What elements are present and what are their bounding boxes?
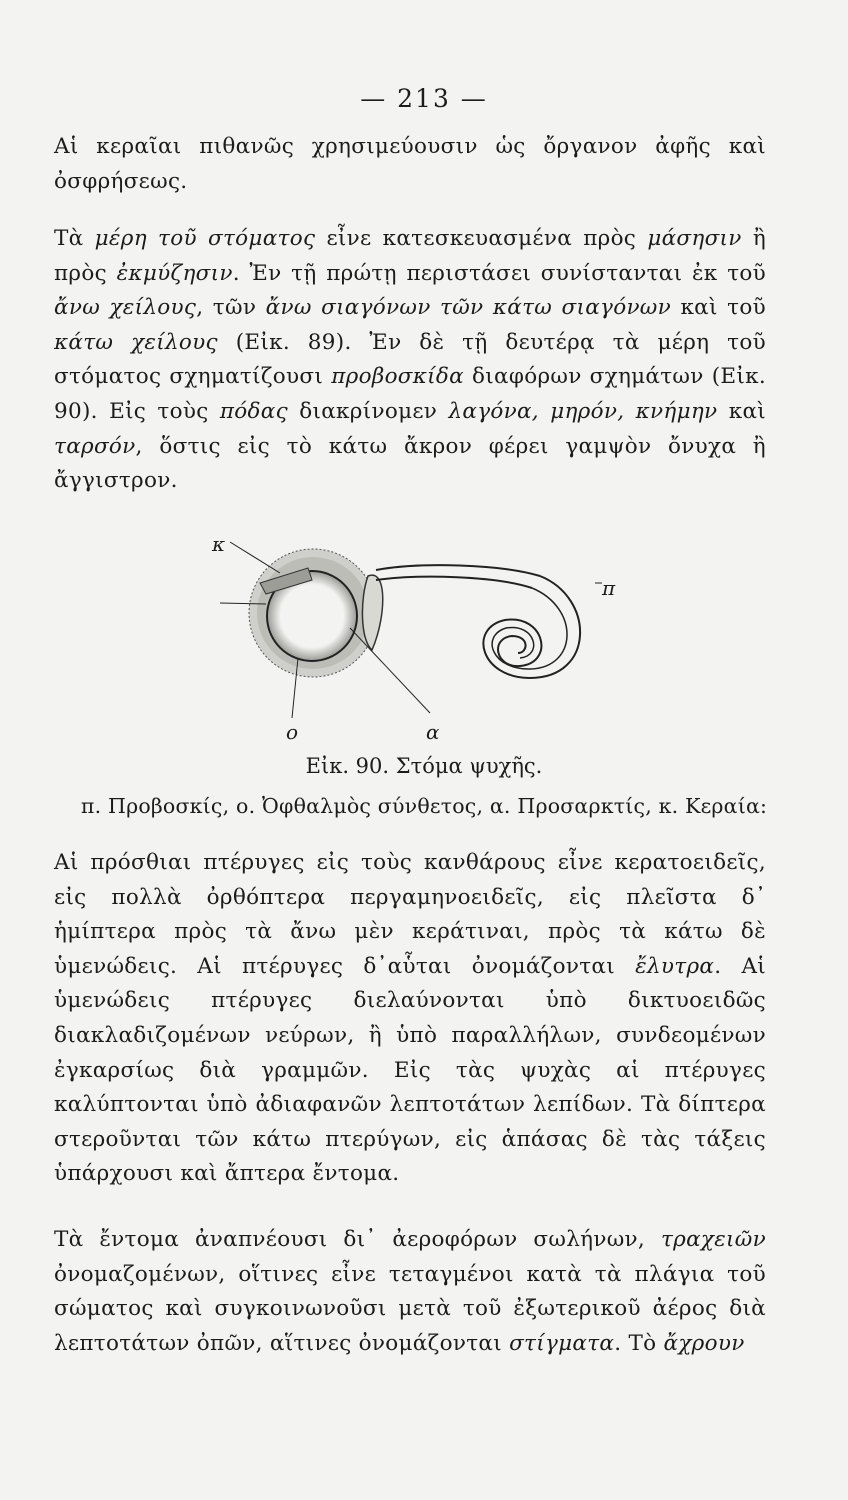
paragraph-wings <box>54 846 766 1192</box>
italic-term: ἄχρουν <box>663 1330 745 1356</box>
text-run: ἢ πρὸς <box>54 226 767 286</box>
paragraph-mouthparts <box>54 222 766 499</box>
text-run: Τὰ ἔντομα ἀναπνέουσι δι᾽ ἀεροφόρων σωλήνων, <box>54 1227 661 1252</box>
italic-term: λαγόνα, μηρόν, κνήμην <box>448 398 718 424</box>
label-a: α <box>426 720 440 744</box>
text-run: , τῶν <box>196 295 266 321</box>
text-run: . Αἱ ὑμενώδεις πτέρυγες διελαύνονται ὑπὸ δικτυοειδῶς διακλαδιζομένων νεύρων, ἢ ὑπὸ παραλλήλων, συνδεομένων ἐγκαρσίως διὰ γραμμῶν. Εἰς τὰς ψυχὰς αἱ πτέρυγες καλύπτονται ὑπὸ ἀδιαφανῶν λεπτοτάτων λεπίδων. Τὰ δίπτερα στεροῦνται τῶν κάτω πτερύγων, εἰς ἁπάσας δὲ τὰς τάξεις ὑπάρχουσι καὶ ἄπτερα ἔντομα. <box>54 953 767 1187</box>
label-o: ο <box>286 720 299 744</box>
figure-caption: Εἰκ. 90. Στόμα ψυχῆς. <box>305 754 543 778</box>
text-run: (Εἰκ. 89). Ἐν δὲ τῇ δευτέρᾳ τὰ μέρη τοῦ στόματος σχηματίζουσι <box>54 329 766 390</box>
text-run: διαφόρων σχημάτων (Εἰκ. 90). Εἰς τοὺς <box>54 364 766 424</box>
text-run: διακρίνομεν <box>287 398 449 424</box>
figure-legend: π. Προβοσκίς, ο. Ὀφθαλμὸς σύνθετος, α. Προσαρκτίς, κ. Κεραία: <box>80 794 768 818</box>
figure-butterfly-mouth <box>200 528 620 748</box>
italic-term: ἐκμύζησιν <box>116 260 233 286</box>
italic-term: μάσησιν <box>647 226 742 251</box>
page-number: — 213 — <box>360 84 488 113</box>
text-run: καὶ τοῦ <box>671 295 766 321</box>
italic-term: προβοσκίδα <box>331 364 464 390</box>
proboscis-coil-outer <box>483 576 580 678</box>
paragraph-antennae <box>54 130 766 199</box>
label-k: κ <box>212 532 226 556</box>
italic-term: ἔλυτρα <box>635 953 715 979</box>
leader-line-k <box>230 542 280 573</box>
paragraph-text: Αἱ κεραῖαι πιθανῶς χρησιμεύουσιν ὡς ὄργανον ἀφῆς καὶ ὀσφρήσεως. <box>54 134 766 194</box>
paragraph-respiration <box>54 1223 766 1361</box>
italic-term: ἄνω σιαγόνων τῶν κάτω σιαγόνων <box>265 295 672 321</box>
text-run: εἶνε κατεσκευασμένα πρὸς <box>315 226 648 251</box>
italic-term: μέρη τοῦ στόματος <box>94 226 316 251</box>
text-run: ὀνομαζομένων, οἵτινες εἶνε τεταγμένοι κατὰ τὰ πλάγια τοῦ σώματος καὶ συγκοινωνοῦσι μετὰ τοῦ ἐξωτερικοῦ ἀέρος διὰ λεπτοτάτων ὀπῶν, αἵτινες ὀνομάζονται <box>54 1261 766 1356</box>
label-p: π <box>602 576 616 600</box>
proboscis-stem-lower <box>376 577 532 588</box>
palp <box>362 575 382 650</box>
text-run: Αἱ πρόσθιαι πτέρυγες εἰς τοὺς κανθάρους εἶνε κερατοειδεῖς, εἰς πολλὰ ὀρθόπτερα περγαμηνοειδεῖς, εἰς πλεῖστα δ᾽ ἡμίπτερα πρὸς τὰ ἄνω μὲν κεράτιναι, πρὸς τὰ κάτω δὲ ὑμενώδεις. Αἱ πτέρυγες δ᾽αὗται ὀνομάζονται <box>54 850 766 979</box>
text-run: καὶ <box>717 398 766 424</box>
proboscis-coil-inner <box>492 588 567 669</box>
italic-term: πόδας <box>219 398 288 424</box>
italic-term: ἄνω χείλους <box>54 295 197 321</box>
text-run: . Ἐν τῇ πρώτῃ περιστάσει συνίστανται ἐκ τοῦ <box>232 260 767 286</box>
leader-line-a <box>350 628 430 713</box>
mouth-illustration <box>200 528 620 748</box>
italic-term: κάτω χείλους <box>54 329 218 355</box>
text-run: . Τὸ <box>614 1330 664 1356</box>
proboscis-stem-upper <box>376 565 540 576</box>
text-run: , ὅστις εἰς τὸ κάτω ἄκρον φέρει γαμψὸν ὄνυχα ἢ ἄγγιστρον. <box>54 433 766 494</box>
italic-term: ταρσόν <box>54 433 136 459</box>
italic-term: στίγματα <box>509 1330 615 1356</box>
text-run: Τὰ <box>54 226 95 251</box>
italic-term: τραχειῶν <box>660 1227 766 1252</box>
